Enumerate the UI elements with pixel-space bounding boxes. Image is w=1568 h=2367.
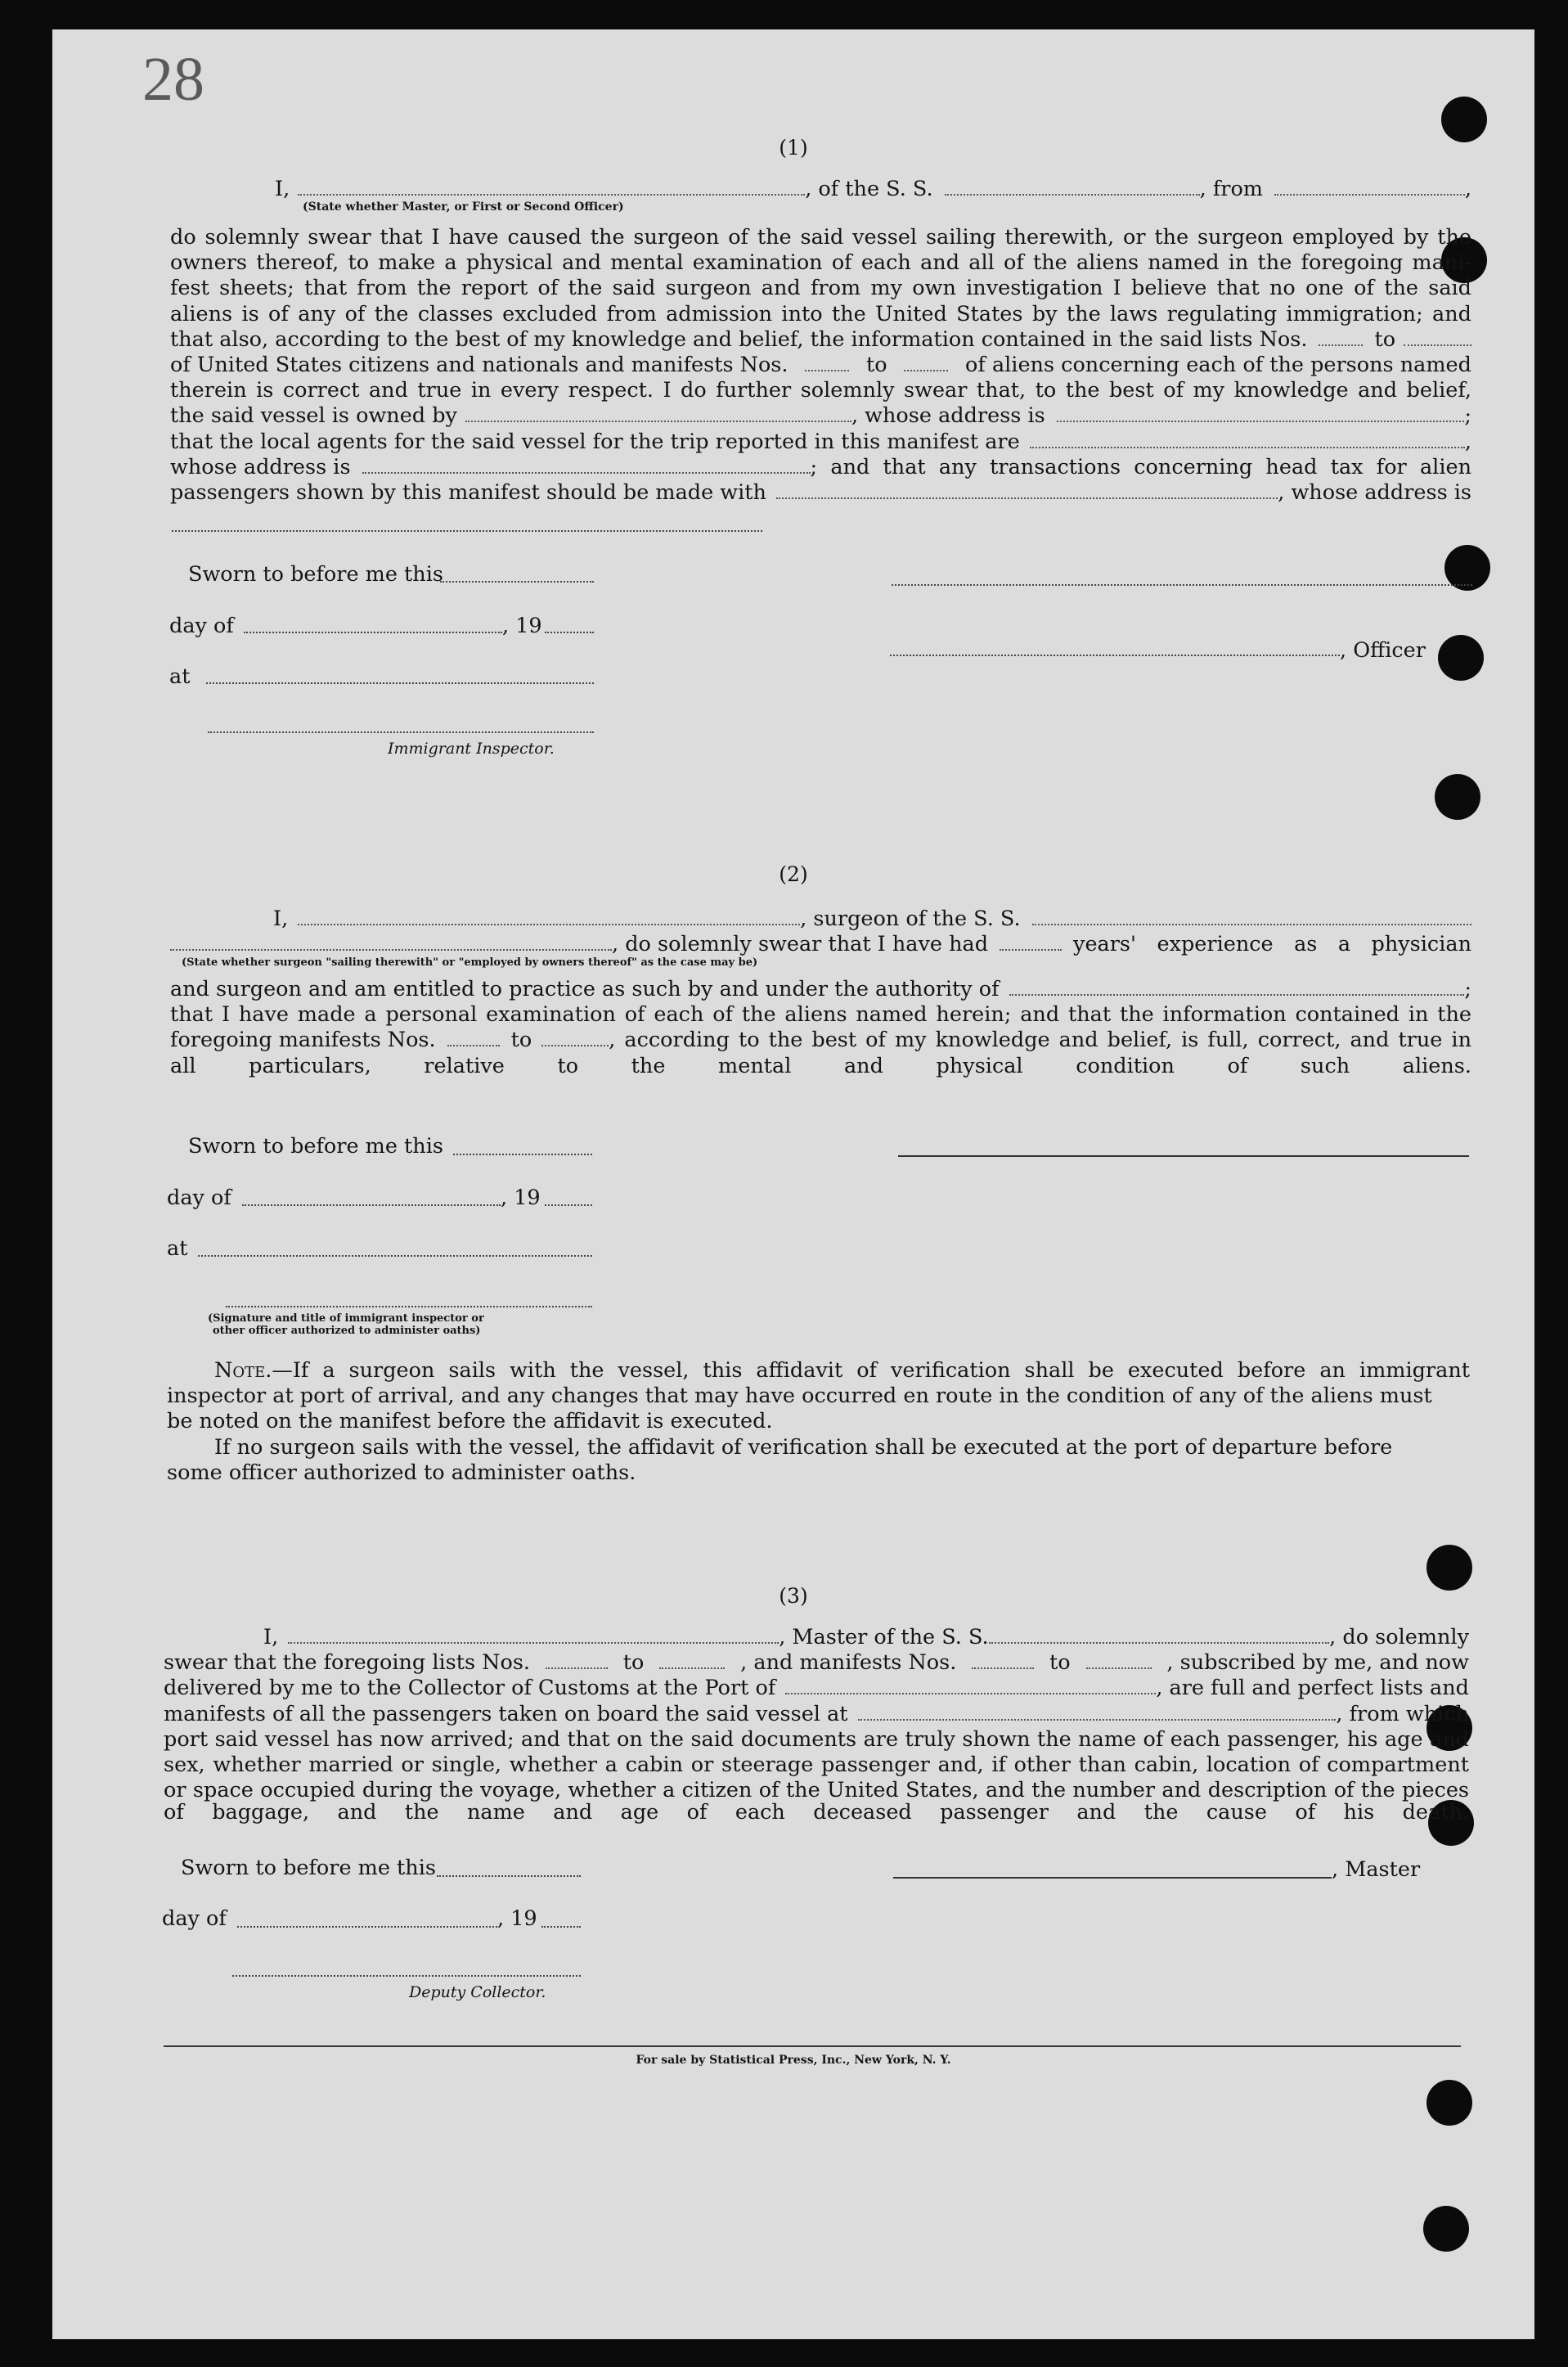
sec3-sworn-day-field[interactable] [437,1875,581,1877]
years-experience-field[interactable] [1000,948,1062,951]
surgeon-name-field[interactable] [298,923,800,925]
sec1-month-field[interactable] [244,632,502,633]
ship-name-field[interactable] [945,193,1200,196]
sec1-year-label: , 19 [502,614,542,638]
punch-hole-4 [1438,635,1484,681]
sec2-place-field[interactable] [198,1255,592,1257]
sec2-signature-caption-2: other officer authorized to administer oaths) [213,1325,481,1337]
section-2-surgeon-caption: (State whether surgeon "sailing therewith" or "employed by owners thereof" as the case may be) [182,956,758,969]
punch-hole-9 [1426,2080,1472,2126]
sec1-sworn-label: Sworn to before me this [188,562,443,587]
sec3-ship-name-field[interactable] [989,1641,1330,1644]
sec3-list-to-field[interactable] [659,1667,725,1669]
vessel-owner-field[interactable] [465,420,851,422]
section-1-number: (1) [779,136,808,160]
officer-label: , Officer [1340,638,1426,663]
section-1-body: do solemnly swear that I have caused the surgeon of the said vessel sailing therewith, or the surgeon employed by the owners thereof, to make a physical and mental examination of each and all of the aliens named in the foregoing mani- fest sheets; that from the report of the said surgeon and from my own investigation I believe that no one of the said aliens is of any of the classes excluded from admission into the United States by the laws regulating immigration; and that also, according to the best of my knowledge and belief, the information contained in the said lists Nos. to of United States citizens and nationals and manifests Nos. to of aliens concerning each of the persons named therein is correct and true in every respect. I do further solemnly swear that, to the best of my knowledge and belief, the said vessel is owned by , whose address is ; that the local agents for the said vessel for the trip reported in this manifest are , whose address is ; and that any transactions concerning head tax for alien passengers shown by this manifest should be made with , whose address is [170,225,1471,506]
sec2-ship-name-field[interactable] [1032,923,1471,925]
sec2-manifest-to-field[interactable] [541,1044,609,1046]
boarding-port-field[interactable] [858,1718,1337,1721]
sec2-signature-caption-1: (Signature and title of immigrant inspector or [208,1312,484,1325]
sec2-year-label: , 19 [501,1186,541,1210]
surgeon-status-field[interactable] [170,948,612,951]
sec2-sworn-day-field[interactable] [453,1154,592,1155]
citizen-list-from-field[interactable] [1319,344,1363,346]
section-1-officer-caption: (State whether Master, or First or Second Officer) [303,200,624,214]
sec2-sworn-label: Sworn to before me this [188,1134,443,1159]
sec2-day-label: day of [167,1186,231,1210]
sec3-year-label: , 19 [497,1906,537,1931]
departure-port-field[interactable] [1274,193,1465,196]
citizen-manifest-from-field[interactable] [805,369,849,371]
deputy-collector-signature-field[interactable] [232,1975,581,1977]
section-3-number: (3) [779,1584,808,1608]
head-tax-party-field[interactable] [776,497,1278,499]
page-number: 28 [142,45,204,114]
footer-rule [164,2045,1461,2047]
citizen-manifest-to-field[interactable] [904,369,948,371]
sec3-day-label: day of [162,1906,227,1931]
master-signature-line[interactable] [893,1877,1332,1879]
customs-port-field[interactable] [785,1692,1156,1694]
deputy-collector-label: Deputy Collector. [409,1983,546,2001]
sec2-inspector-signature-field[interactable] [226,1306,592,1307]
sec3-year-field[interactable] [541,1926,581,1928]
citizen-list-to-field[interactable] [1404,344,1471,346]
sec2-sworn-signature-line[interactable] [898,1155,1469,1157]
immigrant-inspector-signature-field[interactable] [208,731,594,733]
punch-hole-5 [1435,774,1480,820]
sec1-place-field[interactable] [206,682,594,684]
sec1-sworn-signature-line[interactable] [892,584,1472,586]
section-2-number: (2) [779,862,808,886]
sec2-month-field[interactable] [242,1204,501,1206]
sec2-year-field[interactable] [545,1204,592,1206]
sec3-month-field[interactable] [237,1926,497,1928]
owner-address-field[interactable] [1057,420,1465,422]
local-agents-field[interactable] [1030,446,1465,448]
sec2-at-label: at [167,1236,188,1261]
section-1-first-line: I, , of the S. S. , from , [275,177,1471,201]
sec1-at-label: at [169,664,191,689]
section-2-note: Note.—If a surgeon sails with the vessel, this affidavit of verification shall be executed before an immigrant inspector at port of arrival, and any changes that may have occurred en route in the condition of any of the aliens must be noted on the manifest before the affidavit is executed. If no surgeon sails with the vessel, the affidavit of verification shall be executed at the port of departure before some officer authorized to administer oaths. [167,1358,1470,1485]
master-name-field[interactable] [288,1641,779,1644]
officer-signature-field[interactable] [890,655,1340,656]
sec3-list-from-field[interactable] [546,1667,608,1669]
immigrant-inspector-label: Immigrant Inspector. [388,740,555,758]
printer-imprint: For sale by Statistical Press, Inc., New York, N. Y. [636,2054,951,2067]
head-tax-address-field[interactable] [172,530,762,532]
agents-address-field[interactable] [362,471,811,474]
sec1-sworn-day-field[interactable] [440,581,594,583]
section-2-first-line: I, , surgeon of the S. S. , do solemnly swear that I have had years' experience as a physician [170,907,1471,957]
form-sheet [52,29,1534,2339]
sec3-manifest-to-field[interactable] [1086,1667,1152,1669]
sec3-sworn-label: Sworn to before me this [181,1856,436,1880]
sec1-year-field[interactable] [545,632,594,633]
section-3-body: I, , Master of the S. S. , do solemnly swear that the foregoing lists Nos. to , and manifests Nos. to , subscribed by me, and now delivered by me to the Collector of Customs at the Port of , are full and perfect lists and manifests of all the passengers taken on board the said vessel at , from which port said vessel has now arrived; and that on the said documents are truly shown the name of each passenger, his age and sex, whether married or single, whether a cabin or steerage passenger and, if other than cabin, location of compartment or space occupied during the voyage, whether a citizen of the United States, and the number and description of the pieces of baggage, and the name and age of each deceased passenger and the cause of his death. [164,1625,1469,1825]
note-label: Note. [214,1358,272,1383]
sec1-day-label: day of [169,614,234,638]
master-label: , Master [1332,1857,1421,1882]
officer-rank-field[interactable] [298,193,805,196]
sec2-manifest-from-field[interactable] [447,1044,500,1046]
sec3-manifest-from-field[interactable] [972,1667,1034,1669]
section-2-body: and surgeon and am entitled to practice as such by and under the authority of ; that I have made a personal examination of each of the aliens named herein; and that the information contained in the foregoing manifests Nos. to , according to the best of my knowledge and belief, is full, correct, and true in all particulars, relative to the mental and physical condition of such aliens. [170,977,1471,1078]
punch-hole-10 [1423,2206,1469,2252]
practice-authority-field[interactable] [1009,993,1465,996]
